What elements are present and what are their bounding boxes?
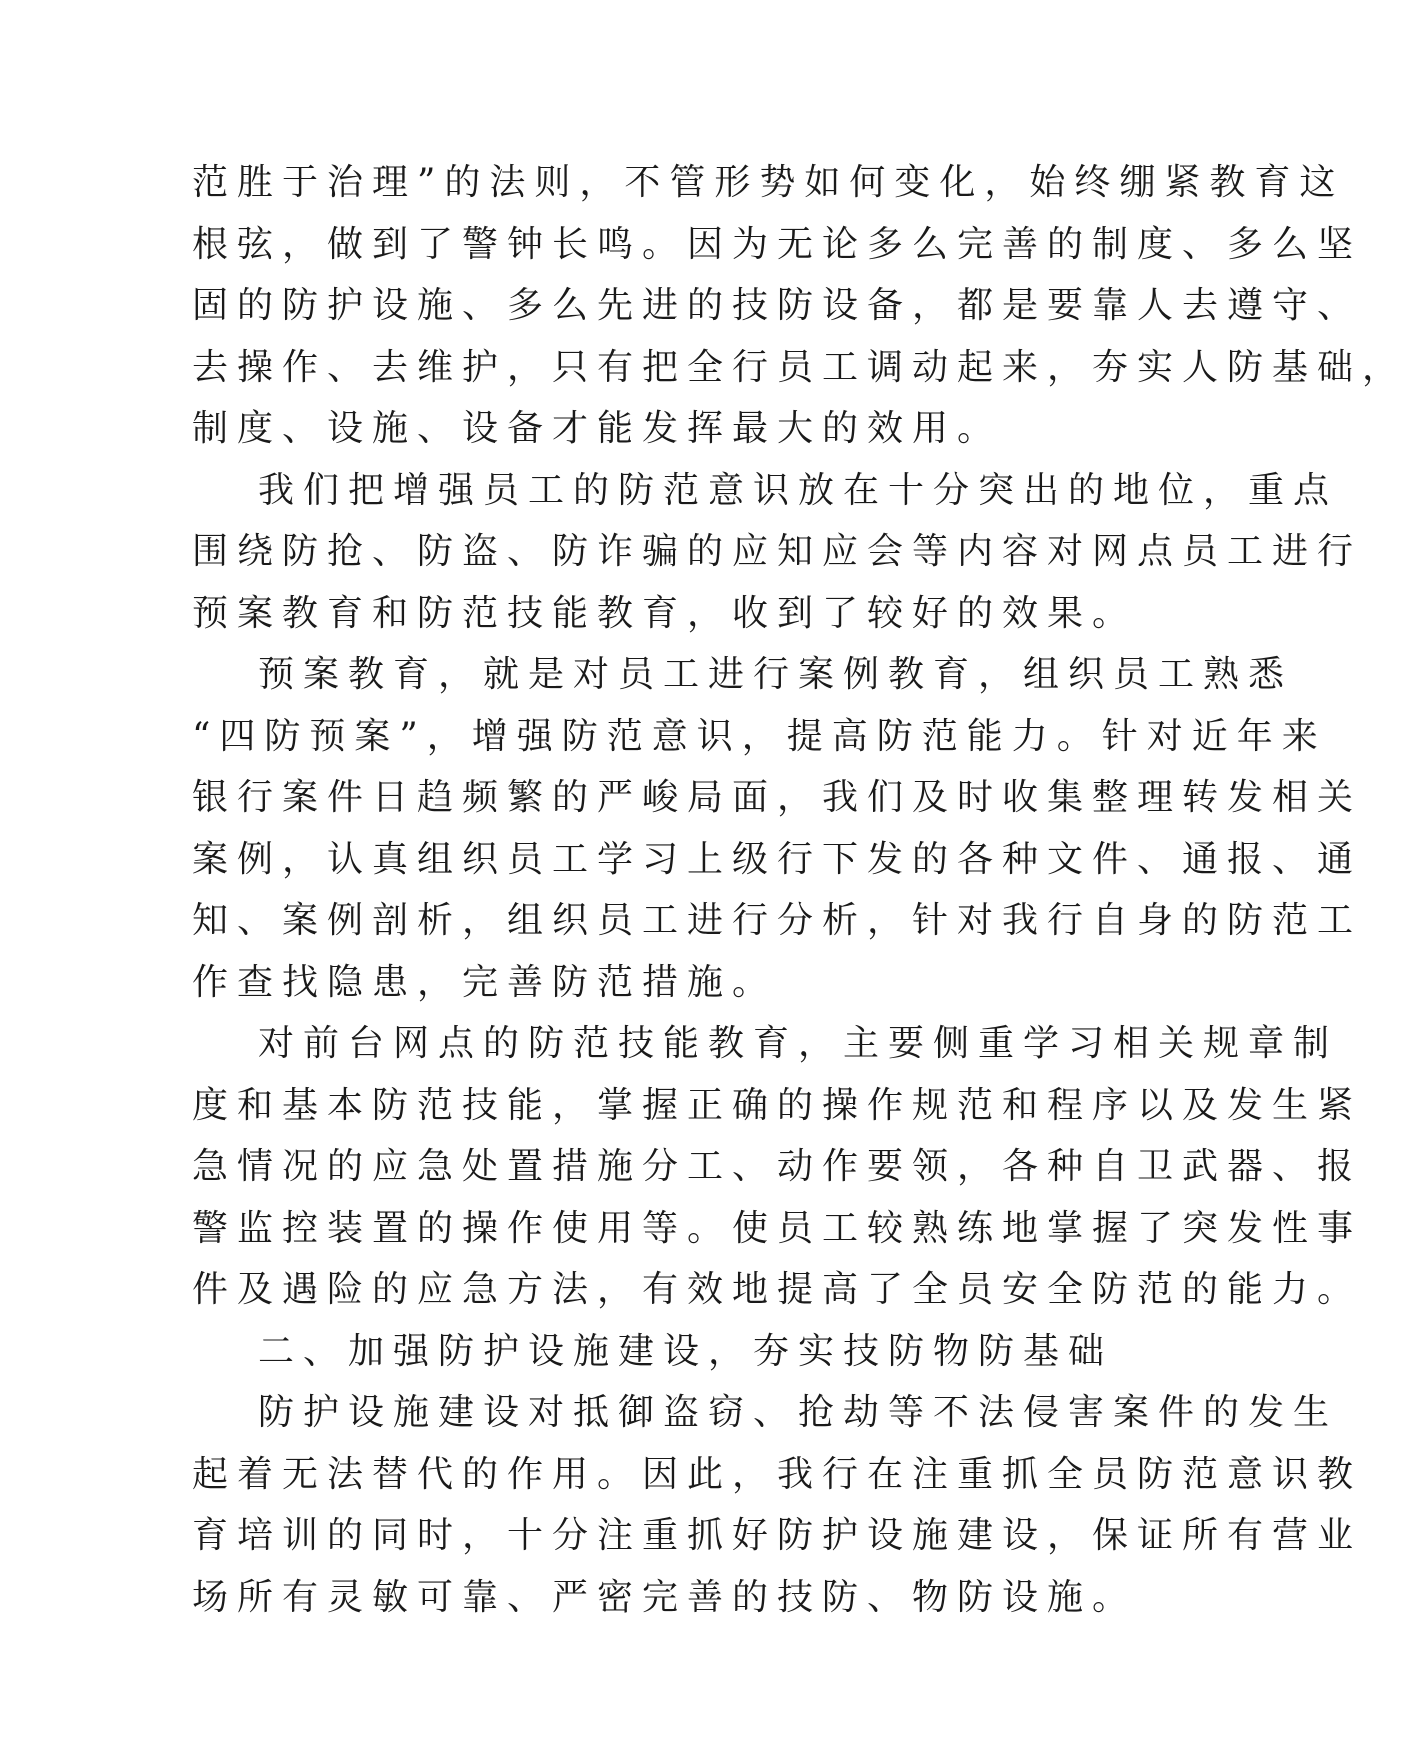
text-line: 作查找隐患，完善防范措施。 xyxy=(192,961,778,1003)
text-line: 育培训的同时，十分注重抓好防护设施建设，保证所有营业 xyxy=(192,1515,1363,1556)
text-line: 固的防护设施、多么先进的技防设备，都是要靠人去遵守、 xyxy=(192,285,1363,326)
text-line: 去操作、去维护，只有把全行员工调动起来，夯实人防基础， xyxy=(192,346,1407,388)
text-line: 起着无法替代的作用。因此，我行在注重抓全员防范意识教 xyxy=(192,1453,1363,1495)
paragraph-first-line: 对前台网点的防范技能教育，主要侧重学习相关规章制 xyxy=(258,1023,1339,1064)
paragraph-first-line: 我们把增强员工的防范意识放在十分突出的地位，重点 xyxy=(258,469,1339,511)
section-heading: 二、加强防护设施建设，夯实技防物防基础 xyxy=(258,1330,1114,1372)
text-line: 预案教育和防范技能教育，收到了较好的效果。 xyxy=(192,592,1138,634)
text-line: 围绕防抢、防盗、防诈骗的应知应会等内容对网点员工进行 xyxy=(192,531,1363,572)
text-line: 银行案件日趋频繁的严峻局面，我们及时收集整理转发相关 xyxy=(192,777,1363,818)
text-line: 度和基本防范技能，掌握正确的操作规范和程序以及发生紧 xyxy=(192,1084,1363,1126)
paragraph-first-line: 预案教育，就是对员工进行案例教育，组织员工熟悉 xyxy=(258,654,1294,695)
text-line: 根弦，做到了警钟长鸣。因为无论多么完善的制度、多么坚 xyxy=(192,223,1363,265)
text-line: 件及遇险的应急方法，有效地提高了全员安全防范的能力。 xyxy=(192,1269,1363,1310)
text-line: 急情况的应急处置措施分工、动作要领，各种自卫武器、报 xyxy=(192,1146,1363,1187)
paragraph-first-line: 防护设施建设对抵御盗窃、抢劫等不法侵害案件的发生 xyxy=(258,1392,1339,1433)
text-line: “四防预案”，增强防范意识，提高防范能力。针对近年来 xyxy=(192,715,1327,757)
text-line: 知、案例剖析，组织员工进行分析，针对我行自身的防范工 xyxy=(192,900,1363,941)
text-line: 场所有灵敏可靠、严密完善的技防、物防设施。 xyxy=(192,1576,1138,1618)
text-line: 警监控装置的操作使用等。使员工较熟练地掌握了突发性事 xyxy=(192,1207,1363,1249)
text-line: 案例，认真组织员工学习上级行下发的各种文件、通报、通 xyxy=(192,838,1363,880)
document-body xyxy=(192,152,1407,1628)
text-line: 范胜于治理”的法则，不管形势如何变化，始终绷紧教育这 xyxy=(192,162,1345,203)
text-line: 制度、设施、设备才能发挥最大的效用。 xyxy=(192,408,1003,449)
